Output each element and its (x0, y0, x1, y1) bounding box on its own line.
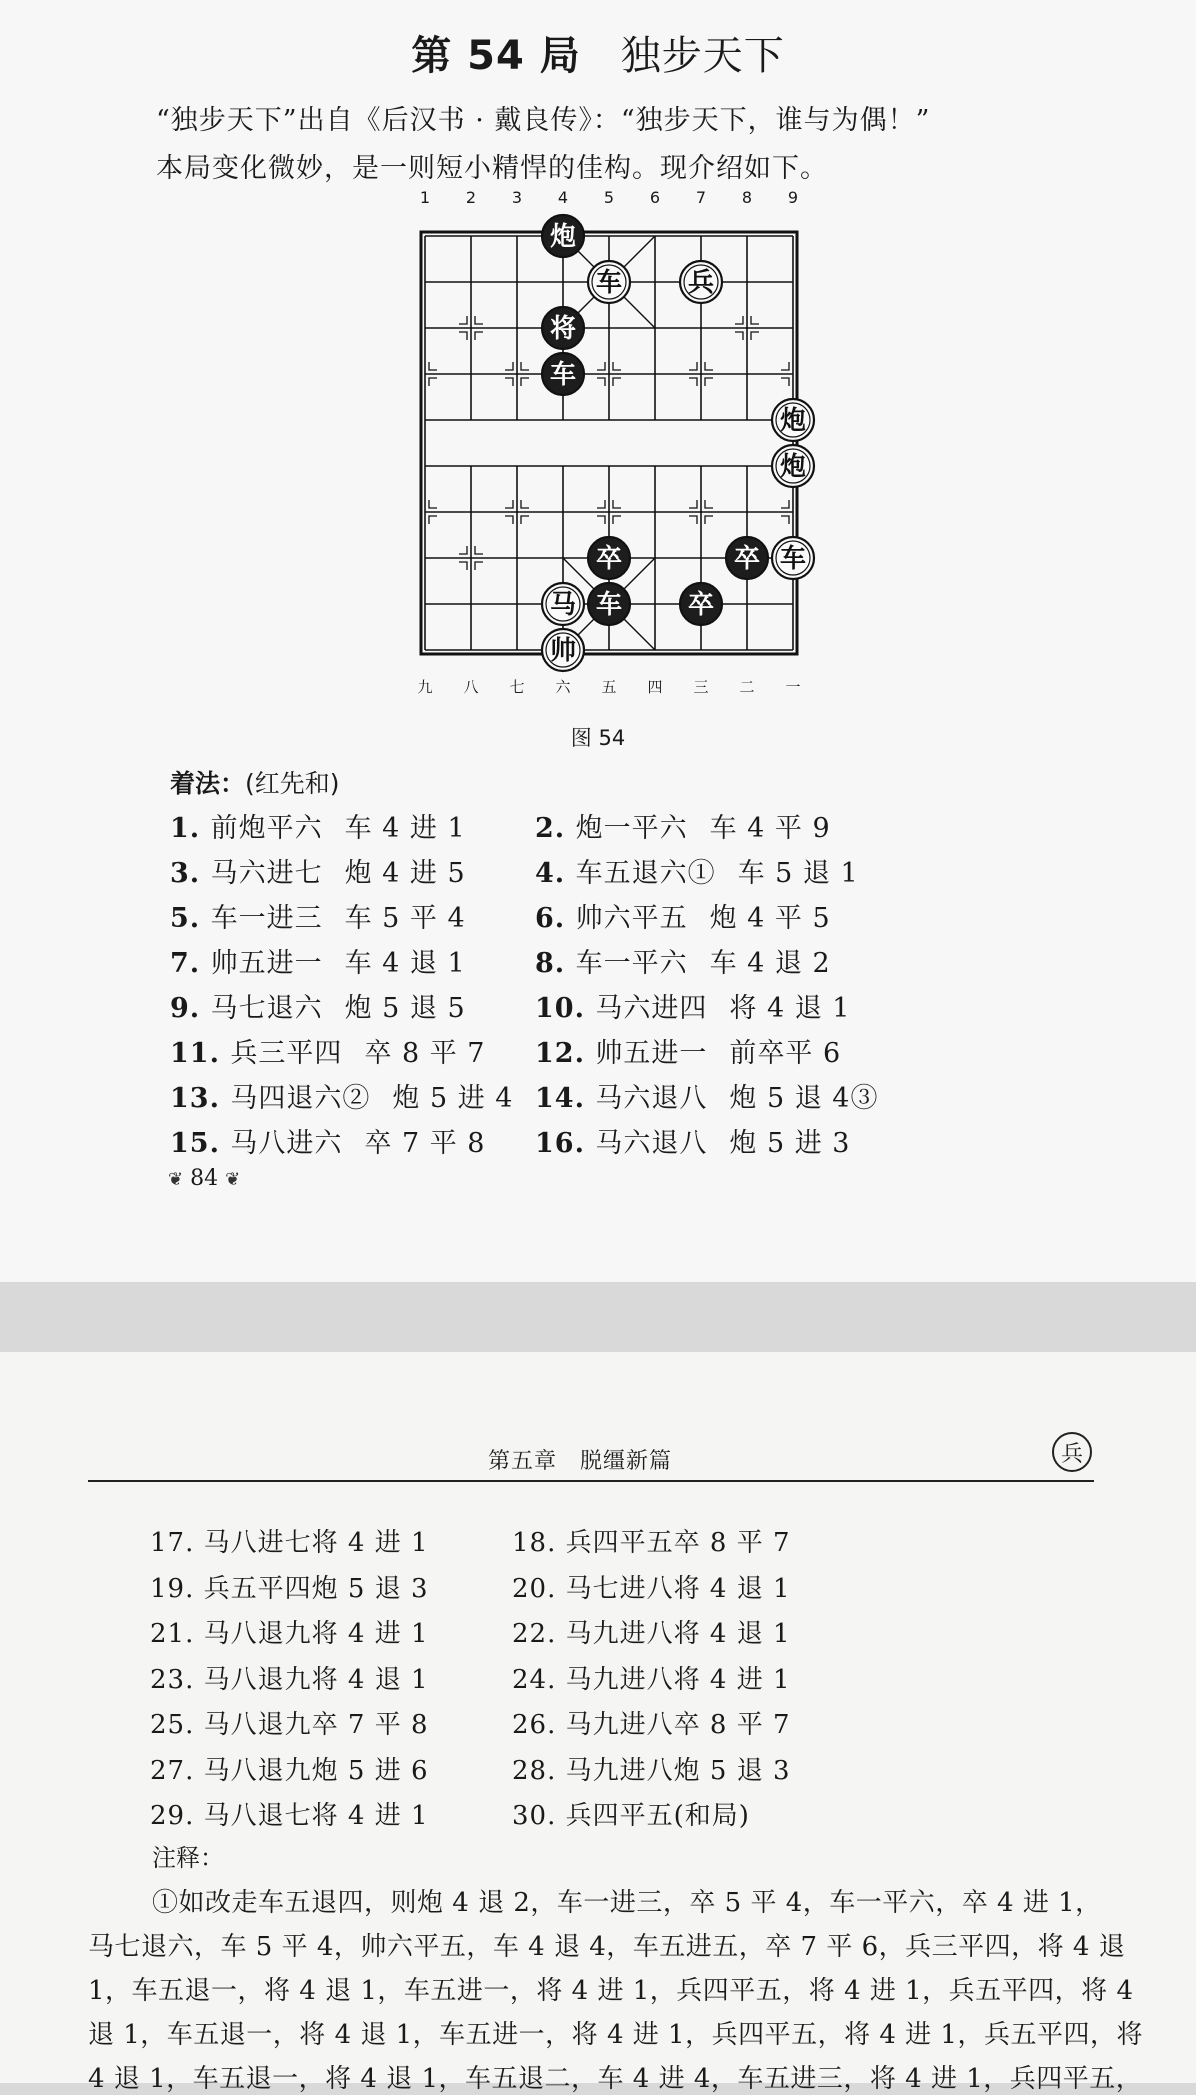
position-marker (459, 546, 467, 554)
piece-label: 炮 (779, 406, 807, 436)
move-red: 车一进三 (210, 903, 323, 934)
position-marker (735, 332, 743, 340)
move-number: 26. (512, 1710, 566, 1740)
move-entry (150, 1659, 429, 1696)
move-black: 卒 8 平 7 (673, 1528, 791, 1558)
position-marker (505, 378, 513, 386)
file-label-top: 2 (465, 188, 477, 207)
position-marker (689, 362, 697, 370)
move-number: 18. (512, 1528, 566, 1558)
move-entry (535, 986, 850, 1025)
move-black: 前卒平 6 (729, 1038, 842, 1069)
move-black: 将 4 退 1 (673, 1573, 791, 1604)
move-red: 马八退九 (203, 1664, 312, 1695)
move-number: 1. (170, 813, 211, 844)
move-entry (150, 1568, 429, 1605)
move-entry (170, 1121, 485, 1160)
position-marker (475, 316, 483, 324)
note-line: 4 退 1，车五退一，将 4 退 1，车五退二，车 4 进 4，车五进三，将 4 进 1，兵四平五， (88, 2064, 1143, 2094)
move-entry (535, 851, 859, 890)
moves-heading-note: (红先和) (245, 769, 340, 798)
move-number: 6. (535, 903, 576, 934)
page-ornament-right: ❦ (225, 1169, 241, 1190)
move-red: 车五退六① (575, 858, 716, 889)
file-label-top: 6 (649, 188, 661, 207)
move-entry (170, 1076, 513, 1115)
position-marker (597, 362, 605, 370)
move-red: 兵四平五 (565, 1528, 674, 1558)
file-label-top: 3 (511, 188, 523, 207)
position-marker (475, 332, 483, 340)
position-marker (459, 316, 467, 324)
game-name: 独步天下 (620, 33, 785, 79)
piece-label: 兵 (687, 268, 715, 298)
move-number: 29. (150, 1801, 204, 1831)
move-number: 11. (170, 1038, 231, 1069)
move-red: 马九进八 (565, 1710, 674, 1740)
file-label-top: 9 (787, 188, 799, 207)
move-black: 将 4 退 1 (729, 993, 851, 1024)
move-number: 30. (512, 1801, 566, 1831)
move-red: 兵五平四 (203, 1573, 312, 1604)
move-number: 17. (150, 1528, 204, 1558)
position-marker (505, 362, 513, 370)
position-marker (751, 332, 759, 340)
move-number: 8. (535, 948, 576, 979)
move-red: 帅五进一 (210, 948, 323, 979)
move-red: 马六进四 (595, 993, 708, 1024)
file-label-top: 1 (419, 188, 431, 207)
position-marker (597, 378, 605, 386)
position-marker (475, 562, 483, 570)
move-black: 炮 5 退 3 (673, 1755, 791, 1786)
move-black: 车 4 进 1 (344, 813, 466, 844)
move-number: 14. (535, 1083, 596, 1114)
move-black: 炮 5 进 3 (729, 1128, 851, 1159)
position-marker (521, 378, 529, 386)
intro-paragraph-line-1: “独步天下”出自《后汉书 · 戴良传》：“独步天下，谁与为偶！” (156, 105, 931, 136)
piece-label: 车 (779, 544, 807, 574)
move-entry (170, 1031, 485, 1070)
position-marker (705, 362, 713, 370)
piece-label: 帅 (549, 636, 577, 666)
note-line: ①如改走车五退四，则炮 4 退 2，车一进三，卒 5 平 4，车一平六，卒 4 进 1， (152, 1888, 1102, 1918)
move-red: 马七退六 (210, 993, 323, 1024)
move-number: 19. (150, 1573, 204, 1604)
move-entry (512, 1659, 791, 1696)
move-number: 23. (150, 1664, 204, 1695)
file-label-bottom: 二 (739, 678, 755, 696)
file-label-top: 7 (695, 188, 707, 207)
book-page-85 (0, 1352, 1196, 2094)
move-entry (150, 1750, 429, 1787)
position-marker (689, 516, 697, 524)
file-label-bottom: 九 (417, 678, 433, 696)
move-black: 将 4 进 1 (673, 1664, 791, 1695)
move-black: 炮 5 退 4③ (729, 1083, 879, 1114)
move-red: 马八进七 (203, 1528, 312, 1558)
position-marker (521, 362, 529, 370)
move-black: 车 4 退 2 (709, 948, 831, 979)
move-entry (512, 1795, 750, 1832)
move-black: 将 4 进 1 (311, 1528, 429, 1558)
chapter-header: 第五章 脱缰新篇 (488, 1449, 673, 1474)
move-number: 22. (512, 1619, 566, 1649)
move-entry (535, 806, 831, 845)
move-entry (170, 941, 466, 980)
move-black: 卒 8 平 7 (673, 1710, 791, 1740)
move-entry (535, 1031, 841, 1070)
move-black: 将 4 退 1 (311, 1664, 429, 1695)
move-red: 帅五进一 (595, 1038, 708, 1069)
file-label-bottom: 四 (647, 678, 663, 696)
move-red: 马九进八 (565, 1664, 674, 1695)
move-red: 帅六平五 (575, 903, 688, 934)
move-entry (535, 1121, 850, 1160)
move-entry (170, 851, 466, 890)
position-marker (689, 378, 697, 386)
move-red: 马六退八 (595, 1128, 708, 1159)
file-label-bottom: 八 (463, 678, 479, 696)
moves-heading (170, 764, 340, 800)
position-marker (429, 362, 437, 370)
move-number: 3. (170, 858, 211, 889)
position-marker (521, 516, 529, 524)
move-black: 卒 7 平 8 (311, 1710, 429, 1740)
piece-label: 卒 (733, 544, 761, 574)
move-number: 15. (170, 1128, 231, 1159)
move-red: 兵四平五(和局) (565, 1801, 750, 1831)
position-marker (429, 500, 437, 508)
piece-label: 车 (595, 590, 623, 620)
move-black: 炮 4 进 5 (344, 858, 466, 889)
page-number (168, 1166, 240, 1191)
file-label-top: 8 (741, 188, 753, 207)
move-black: 车 5 退 1 (737, 858, 859, 889)
move-number: 12. (535, 1038, 596, 1069)
move-entry (512, 1750, 791, 1787)
move-black: 将 4 进 1 (311, 1801, 429, 1831)
position-marker (735, 316, 743, 324)
position-marker (705, 500, 713, 508)
position-marker (781, 362, 789, 370)
move-entry (150, 1613, 429, 1650)
move-entry (535, 941, 831, 980)
xiangqi-board-diagram (400, 200, 807, 666)
moves-heading-label: 着法： (170, 769, 246, 798)
position-marker (613, 378, 621, 386)
file-label-top: 5 (603, 188, 615, 207)
piece-label: 车 (549, 360, 577, 390)
position-marker (613, 362, 621, 370)
position-marker (505, 516, 513, 524)
file-label-bottom: 三 (693, 678, 709, 696)
position-marker (597, 500, 605, 508)
move-entry (512, 1522, 791, 1559)
move-number: 27. (150, 1755, 204, 1786)
move-entry (150, 1704, 429, 1741)
header-rule (88, 1480, 1094, 1482)
figure-caption: 图 54 (570, 726, 626, 750)
move-red: 车一平六 (575, 948, 688, 979)
note-line: 退 1，车五退一，将 4 退 1，车五进一，将 4 进 1，兵四平五，将 4 进 1，兵五平四，将 (88, 2020, 1143, 2050)
intro-paragraph-line-2: 本局变化微妙，是一则短小精悍的佳构。现介绍如下。 (156, 153, 828, 184)
position-marker (781, 500, 789, 508)
move-red: 马九进八 (565, 1619, 674, 1649)
position-marker (705, 378, 713, 386)
file-label-bottom: 七 (509, 678, 525, 696)
move-red: 马四退六② (230, 1083, 371, 1114)
move-red: 炮一平六 (575, 813, 688, 844)
position-marker (781, 378, 789, 386)
move-black: 车 4 平 9 (709, 813, 831, 844)
move-number: 16. (535, 1128, 596, 1159)
move-entry (512, 1568, 791, 1605)
move-black: 炮 5 进 4 (392, 1083, 514, 1114)
move-black: 炮 5 退 3 (311, 1573, 429, 1604)
position-marker (521, 500, 529, 508)
move-red: 兵三平四 (230, 1038, 343, 1069)
game-title (0, 24, 1196, 81)
game-number: 第 54 局 (411, 33, 581, 79)
move-number: 25. (150, 1710, 204, 1740)
file-label-bottom: 五 (601, 678, 617, 696)
move-entry (535, 896, 831, 935)
position-marker (751, 316, 759, 324)
move-number: 5. (170, 903, 211, 934)
piece-label: 炮 (549, 222, 577, 252)
position-marker (459, 332, 467, 340)
move-entry (170, 806, 466, 845)
move-black: 卒 7 平 8 (364, 1128, 486, 1159)
move-entry (512, 1704, 791, 1741)
position-marker (429, 378, 437, 386)
move-red: 马六进七 (210, 858, 323, 889)
position-marker (429, 516, 437, 524)
move-entry (150, 1522, 429, 1559)
move-black: 炮 5 进 6 (311, 1755, 429, 1786)
move-number: 20. (512, 1573, 566, 1604)
move-red: 前炮平六 (210, 813, 323, 844)
move-black: 炮 5 退 5 (344, 993, 466, 1024)
move-entry (170, 986, 466, 1025)
move-number: 10. (535, 993, 596, 1024)
move-black: 将 4 进 1 (311, 1619, 429, 1649)
page-ornament-left: ❦ (168, 1169, 184, 1190)
move-number: 4. (535, 858, 576, 889)
move-number: 28. (512, 1755, 566, 1786)
page-number-text: 84 (190, 1166, 219, 1191)
move-number: 13. (170, 1083, 231, 1114)
bing-badge-icon: 兵 (1052, 1432, 1092, 1472)
move-black: 车 4 退 1 (344, 948, 466, 979)
piece-label: 卒 (687, 590, 715, 620)
piece-label: 马 (549, 590, 577, 620)
move-red: 马七进八 (565, 1573, 674, 1604)
position-marker (613, 500, 621, 508)
move-red: 马八退九 (203, 1710, 312, 1740)
move-red: 马八进六 (230, 1128, 343, 1159)
move-number: 9. (170, 993, 211, 1024)
piece-label: 车 (595, 268, 623, 298)
file-label-bottom: 六 (555, 678, 571, 696)
position-marker (505, 500, 513, 508)
piece-label: 卒 (595, 544, 623, 574)
note-line: 马七退六，车 5 平 4，帅六平五，车 4 退 4，车五进五，卒 7 平 6，兵三平四，将 4 退 (88, 1932, 1126, 1962)
position-marker (689, 500, 697, 508)
move-number: 2. (535, 813, 576, 844)
position-marker (475, 546, 483, 554)
position-marker (781, 516, 789, 524)
move-red: 马八退九 (203, 1619, 312, 1649)
move-entry (512, 1613, 791, 1650)
position-marker (613, 516, 621, 524)
move-number: 21. (150, 1619, 204, 1649)
move-red: 马八退九 (203, 1755, 312, 1786)
move-red: 马六退八 (595, 1083, 708, 1114)
move-black: 炮 4 平 5 (709, 903, 831, 934)
move-number: 7. (170, 948, 211, 979)
piece-label: 炮 (779, 452, 807, 482)
position-marker (705, 516, 713, 524)
position-marker (597, 516, 605, 524)
move-entry (170, 896, 466, 935)
file-label-bottom: 一 (785, 678, 801, 696)
move-black: 车 5 平 4 (344, 903, 466, 934)
move-red: 马九进八 (565, 1755, 674, 1786)
move-entry (535, 1076, 878, 1115)
position-marker (459, 562, 467, 570)
move-black: 将 4 退 1 (673, 1619, 791, 1649)
move-number: 24. (512, 1664, 566, 1695)
piece-label: 将 (549, 314, 577, 344)
board-file-labels-bottom (405, 676, 815, 700)
file-label-top: 4 (557, 188, 569, 207)
move-black: 卒 8 平 7 (364, 1038, 486, 1069)
note-line: 1，车五退一，将 4 退 1，车五进一，将 4 进 1，兵四平五，将 4 进 1，兵五平四，将 4 (88, 1976, 1134, 2006)
move-red: 马八退七 (203, 1801, 312, 1831)
notes-heading: 注释： (152, 1844, 224, 1872)
move-entry (150, 1795, 429, 1832)
